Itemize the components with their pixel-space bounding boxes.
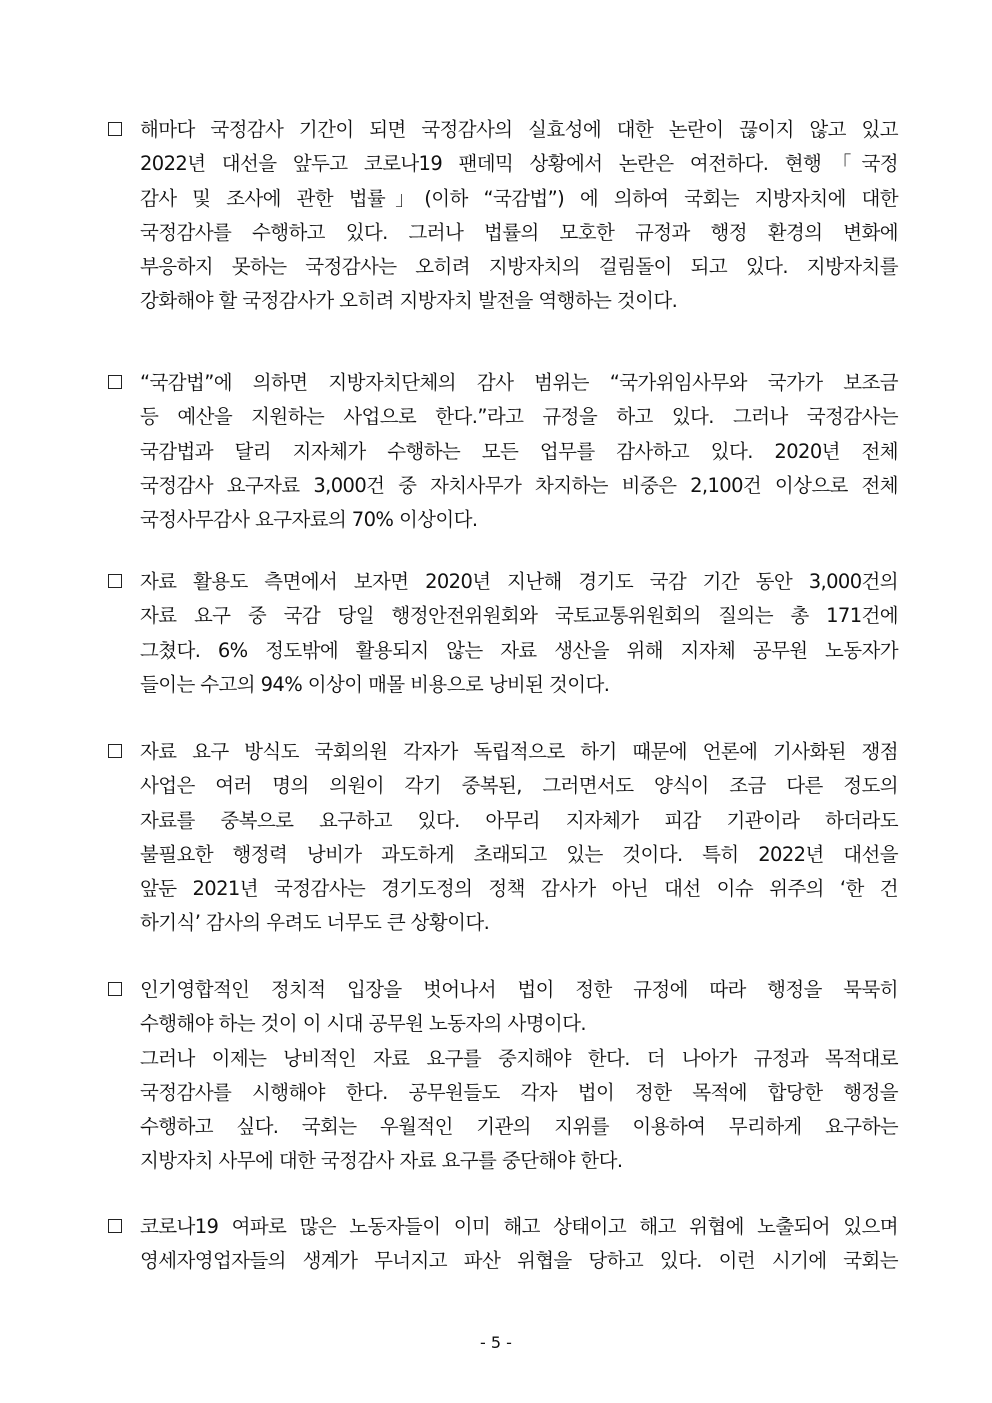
text-line: 하기식’ 감사의 우려도 너무도 큰 상황이다. (140, 911, 490, 935)
text-line: 등 예산을 지원하는 사업으로 한다.”라고 규정을 하고 있다. 그러나 국정감사는 (140, 405, 898, 429)
text-line: 자료 활용도 측면에서 보자면 2020년 지난해 경기도 국감 기간 동안 3,000건의 (140, 570, 898, 593)
text-line: 들이는 수고의 94% 이상이 매몰 비용으로 낭비된 것이다. (140, 672, 610, 696)
text-line: 수행해야 하는 것이 이 시대 공무원 노동자의 사명이다. (140, 1012, 587, 1036)
text-line: 국정감사를 수행하고 있다. 그러나 법률의 모호한 규정과 행정 환경의 변화에 (140, 220, 898, 244)
text-line: 감사 및 조사에 관한 법률」(이하 “국감법”) 에 의하여 국회는 지방자치에 대한 (140, 186, 898, 210)
text-line: “국감법”에 의하면 지방자치단체의 감사 범위는 “국가위임사무와 국가가 보조금 (140, 371, 898, 394)
text-line: 그쳤다. 6% 정도밖에 활용되지 않는 자료 생산을 위해 지자체 공무원 노동자가 (140, 638, 898, 662)
text-line: 자료 요구 방식도 국회의원 각자가 독립적으로 하기 때문에 언론에 기사화된 쟁점 (140, 740, 898, 763)
text-line: 코로나19 여파로 많은 노동자들이 이미 해고 상태이고 해고 위협에 노출되어 있으며 (140, 1215, 898, 1238)
square-bullet-icon (108, 375, 122, 389)
paragraph-5 (108, 973, 898, 1179)
text-line: 자료 요구 중 국감 당일 행정안전위원회와 국토교통위원회의 질의는 총 171건에 (140, 604, 898, 628)
paragraph-3 (108, 565, 898, 702)
text-line: 인기영합적인 정치적 입장을 벗어나서 법이 정한 규정에 따라 행정을 묵묵히 (140, 978, 898, 1001)
text-line: 지방자치 사무에 대한 국정감사 자료 요구를 중단해야 한다. (140, 1149, 623, 1173)
text-line: 그러나 이제는 낭비적인 자료 요구를 중지해야 한다. 더 나아가 규정과 목적대로 (140, 1046, 898, 1070)
text-line: 수행하고 싶다. 국회는 우월적인 기관의 지위를 이용하여 무리하게 요구하는 (140, 1115, 898, 1139)
text-line: 2022년 대선을 앞두고 코로나19 팬데믹 상황에서 논란은 여전하다. 현행「국정 (140, 152, 898, 176)
text-line: 자료를 중복으로 요구하고 있다. 아무리 지자체가 피감 기관이라 하더라도 (140, 808, 898, 832)
text-line: 국정사무감사 요구자료의 70% 이상이다. (140, 508, 478, 532)
square-bullet-icon (108, 574, 122, 588)
text-line: 앞둔 2021년 국정감사는 경기도정의 정책 감사가 아닌 대선 이슈 위주의 ‘한 건 (140, 877, 898, 901)
paragraph-1 (108, 113, 898, 319)
text-line: 사업은 여러 명의 의원이 각기 중복된, 그러면서도 양식이 조금 다른 정도의 (140, 774, 898, 798)
paragraph-4 (108, 735, 898, 941)
page-number: - 5 - (480, 1333, 512, 1352)
square-bullet-icon (108, 982, 122, 996)
text-line: 국정감사를 시행해야 한다. 공무원들도 각자 법이 정한 목적에 합당한 행정을 (140, 1080, 898, 1104)
text-line: 국감법과 달리 지자체가 수행하는 모든 업무를 감사하고 있다. 2020년 전체 (140, 439, 898, 463)
text-line: 불필요한 행정력 낭비가 과도하게 초래되고 있는 것이다. 특히 2022년 대선을 (140, 842, 898, 866)
square-bullet-icon (108, 744, 122, 758)
paragraph-6 (108, 1210, 898, 1279)
text-line: 영세자영업자들의 생계가 무너지고 파산 위협을 당하고 있다. 이런 시기에 국회는 (140, 1249, 898, 1273)
text-line: 부응하지 못하는 국정감사는 오히려 지방자치의 걸림돌이 되고 있다. 지방자치를 (140, 255, 898, 279)
square-bullet-icon (108, 1219, 122, 1233)
paragraph-2 (108, 366, 898, 537)
text-line: 해마다 국정감사 기간이 되면 국정감사의 실효성에 대한 논란이 끊이지 않고 있고 (140, 118, 898, 141)
text-line: 강화해야 할 국정감사가 오히려 지방자치 발전을 역행하는 것이다. (140, 289, 678, 313)
text-line: 국정감사 요구자료 3,000건 중 자치사무가 차지하는 비중은 2,100건 이상으로 전체 (140, 473, 898, 497)
square-bullet-icon (108, 122, 122, 136)
